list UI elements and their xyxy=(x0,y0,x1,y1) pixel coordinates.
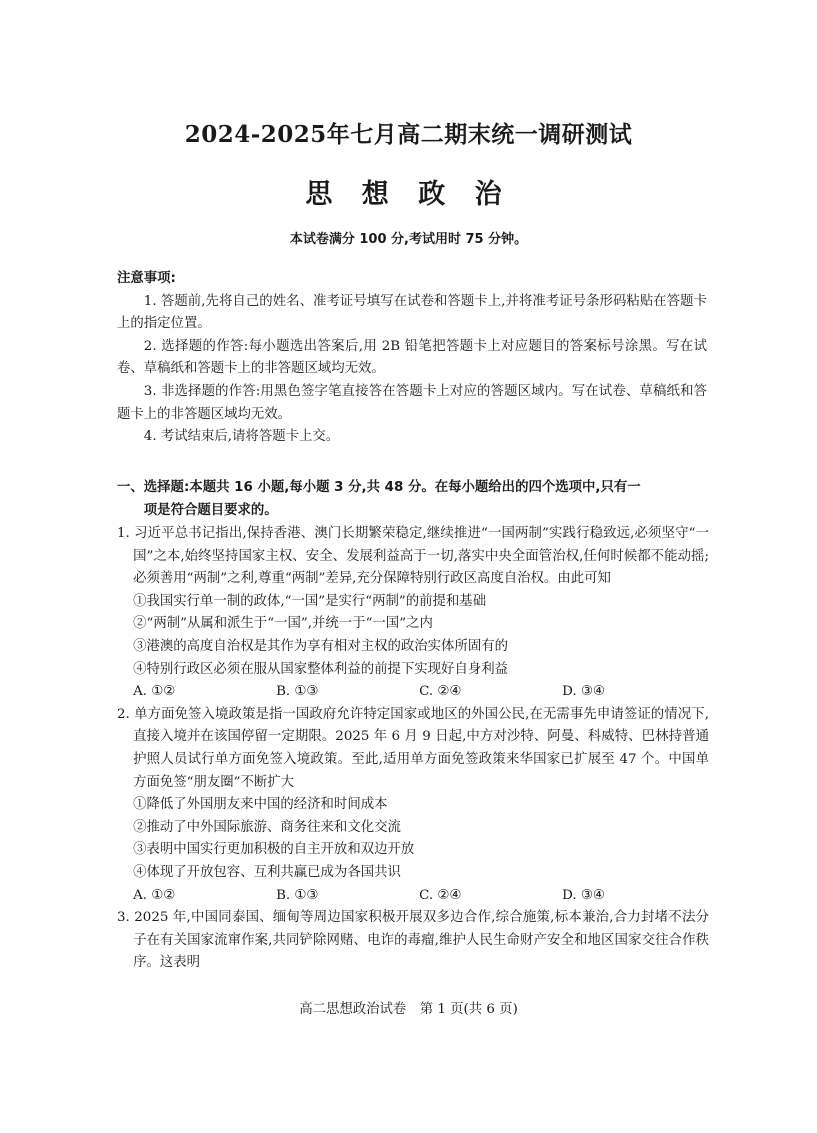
question-stem: 1. 习近平总书记指出,保持香港、澳门长期繁荣稳定,继续推进“一国两制”实践行稳致远,必须坚守“一国”之本,始终坚持国家主权、安全、发展利益高于一切,落实中央全面管治权,任何时候都不能动摇;必须善用“两制”之利,尊重“两制”差异,充分保障特别行政区高度自治权。由此可知 xyxy=(117,526,709,587)
question-2 xyxy=(117,704,709,907)
exam-title: 2024-2025年七月高二期末统一调研测试 xyxy=(184,121,633,148)
question-statement: ①降低了外国朋友来中国的经济和时间成本 xyxy=(133,797,388,813)
question-3 xyxy=(117,907,709,975)
section-heading-line1: 一、选择题:本题共 16 小题,每小题 3 分,共 48 分。在每小题给出的四个选项中,只有一 xyxy=(117,480,641,495)
question-options xyxy=(117,885,709,908)
option-c: C. ②④ xyxy=(419,684,462,700)
option-a: A. ①② xyxy=(133,887,176,903)
option-d: D. ③④ xyxy=(562,684,605,700)
question-statement: ③港澳的高度自治权是其作为享有相对主权的政治实体所固有的 xyxy=(133,638,509,654)
question-statement: ④体现了开放包容、互利共赢已成为各国共识 xyxy=(133,864,401,880)
note-item: 3. 非选择题的作答:用黑色签字笔直接答在答题卡上对应的答题区域内。写在试卷、草稿纸和答题卡上的非答题区域均无效。 xyxy=(117,383,707,422)
option-b: B. ①③ xyxy=(276,887,319,903)
question-statement: ④特别行政区必须在服从国家整体利益的前提下实现好自身利益 xyxy=(133,661,509,677)
note-item: 4. 考试结束后,请将答题卡上交。 xyxy=(143,429,340,445)
section-heading-line2: 项是符合题目要求的。 xyxy=(143,502,278,518)
option-c: C. ②④ xyxy=(419,887,462,903)
notes-block xyxy=(117,268,707,449)
question-stem: 2. 单方面免签入境政策是指一国政府允许特定国家或地区的外国公民,在无需事先申请签证的情况下,直接入境并在该国停留一定期限。2025 年 6 月 9 日起,中方对沙特、阿曼、科威特、巴林持普通护照人员试行单方面免签入境政策。至此,适用单方面免签政策来华国家已扩展至 47 个。中国单方面免签“朋友圈”不断扩大 xyxy=(117,706,709,790)
question-statement: ②“两制”从属和派生于“一国”,并统一于“一国”之内 xyxy=(133,616,433,632)
subject-title: 思 想 政 治 xyxy=(305,179,512,210)
question-statement: ②推动了中外国际旅游、商务往来和文化交流 xyxy=(133,819,401,835)
option-d: D. ③④ xyxy=(562,887,605,903)
option-b: B. ①③ xyxy=(276,684,319,700)
question-1 xyxy=(117,523,709,704)
option-a: A. ①② xyxy=(133,684,176,700)
question-options xyxy=(117,681,709,704)
note-item: 1. 答题前,先将自己的姓名、准考证号填写在试卷和答题卡上,并将准考证号条形码粘贴在答题卡上的指定位置。 xyxy=(117,293,707,332)
question-stem: 3. 2025 年,中国同泰国、缅甸等周边国家积极开展双多边合作,综合施策,标本兼治,合力封堵不法分子在有关国家流窜作案,共同铲除网赌、电诈的毒瘤,维护人民生命财产安全和地区国家交往合作秩序。这表明 xyxy=(117,910,709,971)
note-item: 2. 选择题的作答:每小题选出答案后,用 2B 铅笔把答题卡上对应题目的答案标号涂黑。写在试卷、草稿纸和答题卡上的非答题区域均无效。 xyxy=(117,338,707,377)
section-heading xyxy=(117,477,707,522)
question-statement: ③表明中国实行更加积极的自主开放和双边开放 xyxy=(133,842,415,858)
page-footer: 高二思想政治试卷 第 1 页(共 6 页) xyxy=(299,1002,518,1017)
question-statement: ①我国实行单一制的政体,“一国”是实行“两制”的前提和基础 xyxy=(133,593,487,609)
notes-heading: 注意事项: xyxy=(117,271,176,286)
questions-list xyxy=(117,523,709,975)
exam-meta: 本试卷满分 100 分,考试用时 75 分钟。 xyxy=(289,232,528,247)
